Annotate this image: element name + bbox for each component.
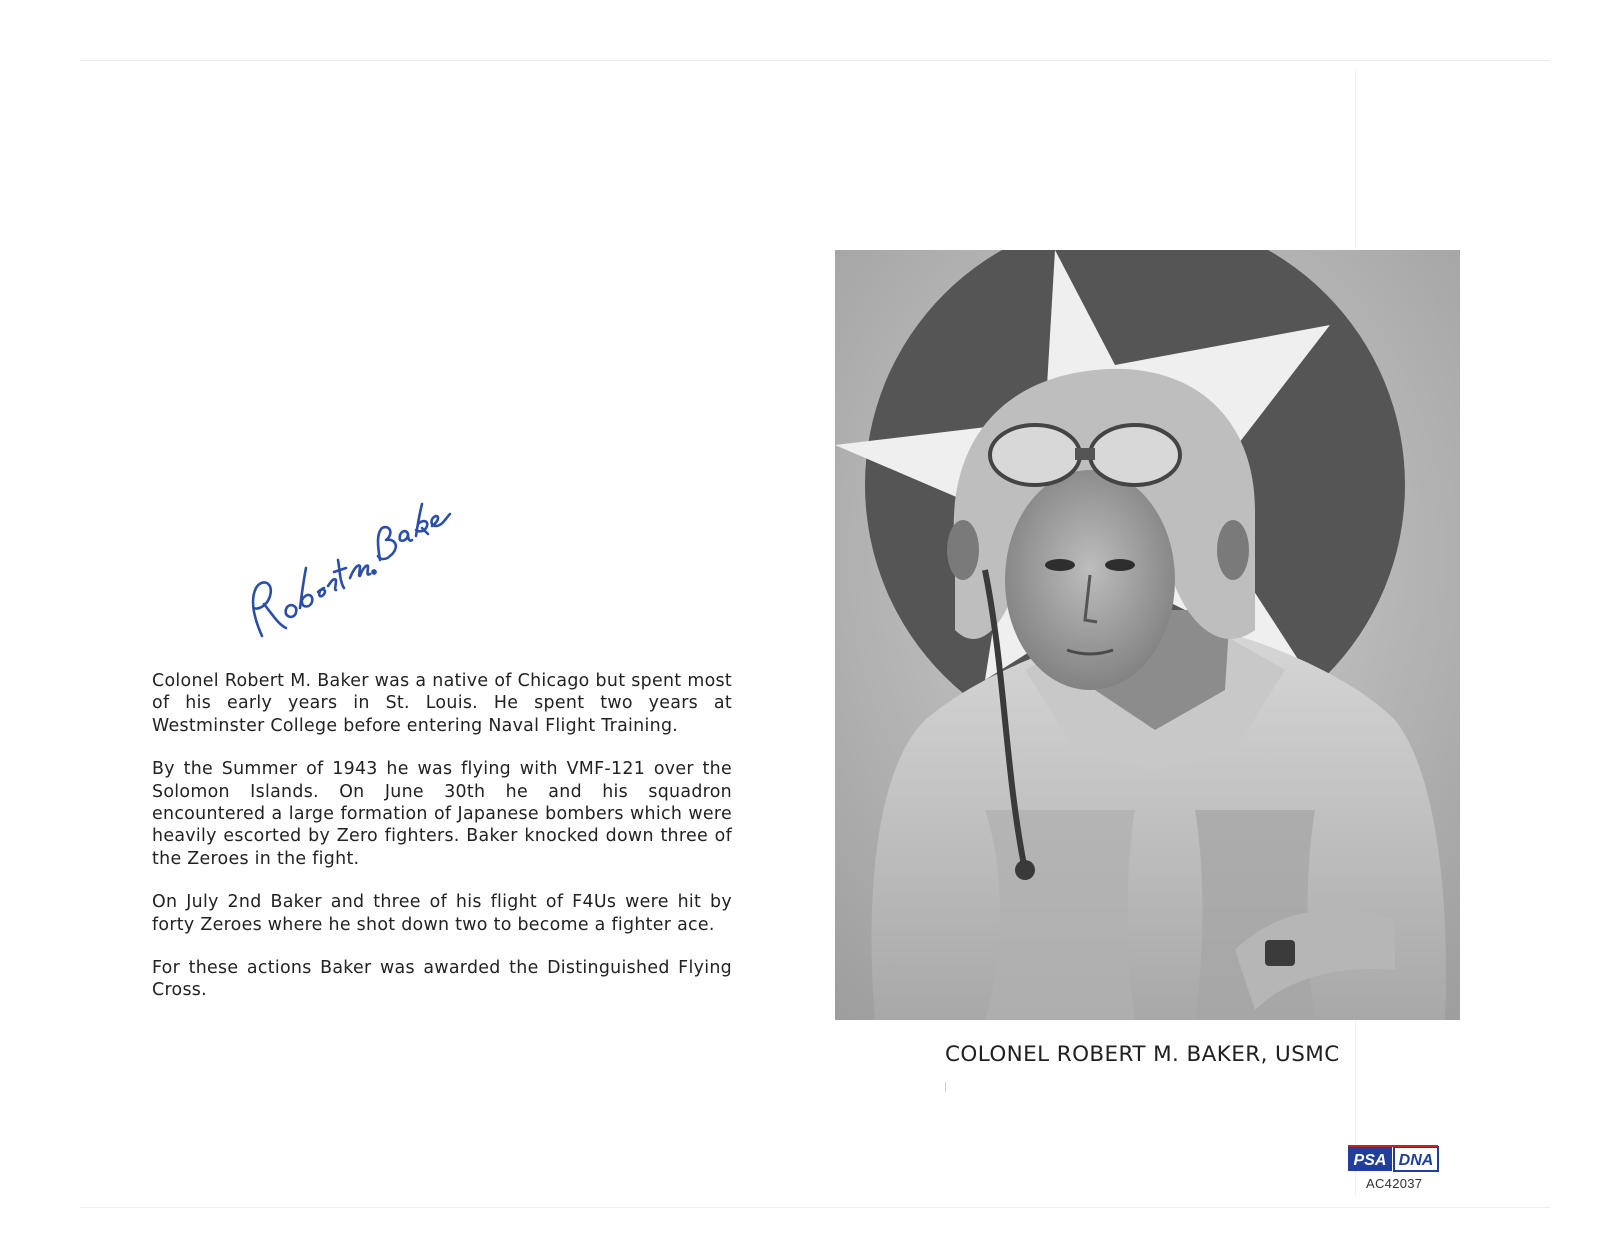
svg-text:PSA: PSA bbox=[1353, 1152, 1387, 1169]
page-edge-top bbox=[80, 60, 1550, 61]
handwritten-signature bbox=[240, 468, 460, 658]
crop-mark bbox=[945, 1082, 946, 1092]
biography-text bbox=[152, 670, 732, 1023]
page-edge-bottom bbox=[80, 1207, 1550, 1208]
psa-dna-authentication-logo bbox=[1348, 1145, 1440, 1173]
bio-paragraph-1: Colonel Robert M. Baker was a native of Chicago but spent most of his early years in St. Louis. He spent two years at Westminster College before entering Naval Flight Training. bbox=[152, 671, 732, 736]
pilot-portrait-photo bbox=[835, 250, 1460, 1020]
photo-caption: COLONEL ROBERT M. BAKER, USMC bbox=[945, 1042, 1340, 1067]
svg-text:DNA: DNA bbox=[1398, 1152, 1434, 1169]
certificate-number: AC42037 bbox=[1366, 1176, 1423, 1191]
bio-paragraph-2: By the Summer of 1943 he was flying with VMF-121 over the Solomon Islands. On June 30th he and his squadron encountered a large formation of Japanese bombers which were heavily escorted by Zero fighters. Baker knocked down three of the Zeroes in the fight. bbox=[152, 759, 732, 869]
bio-paragraph-4: For these actions Baker was awarded the Distinguished Flying Cross. bbox=[152, 958, 732, 1001]
bio-paragraph-3: On July 2nd Baker and three of his flight of F4Us were hit by forty Zeroes where he shot down two to become a fighter ace. bbox=[152, 892, 732, 935]
